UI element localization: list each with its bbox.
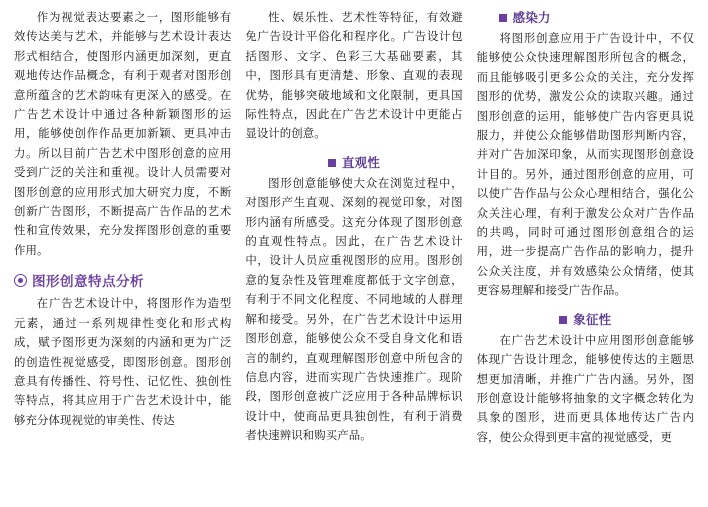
para-col1-1: 作为视觉表达要素之一，图形能够有效传达美与艺术，并能够与艺术设计表达形式相结合，使图形内涵更加深刻，更直观地传达作品概念，有利于观者对图形创意所蕴含的艺术韵味有更深入的感受。在广告艺术设计中通过各种新颖图形的运用，能够使创作作品更加新颖、更具冲击力。所以目前广告艺术中图形创意的应用受到广泛的关注和重视。设计人员需要对图形创意的应用形式加大研究力度，不断创新广告图形，不断提高广告作品的艺术性和宣传效果，充分发挥图形创意的重要作用。	[14, 10, 232, 257]
square-bullet-icon	[499, 14, 507, 22]
para-col2-2: 图形创意能够使大众在浏览过程中，对图形产生直观、深刻的视觉印象，对图形内涵有所感受。这充分体现了图形创意的直观性特点。因此，在广告艺术设计中，设计人员应重视图形的应用。图形创意的复杂性及管理难度都低于文字创意，有利于不同文化程度、不同地域的人群理解和接受。另外，在广告艺术设计中运用图形创意，能够使公众不受自身文化和语言的制约，直观理解图形创意中所包含的信息内容，进而实现广告快速推广。现阶段，图形创意被广泛应用于各种品牌标识设计中，使商品更具独创性，有利于消费者快速辨识和购买产品。	[245, 175, 463, 443]
text-column-3	[477, 6, 694, 503]
heading-intuitive	[245, 153, 462, 171]
heading-symbolic-label: 象征性	[573, 311, 612, 327]
text-column-2	[245, 6, 462, 503]
circle-bullet-icon	[14, 274, 27, 287]
square-bullet-icon	[559, 316, 567, 324]
heading-appeal-label: 感染力	[512, 10, 551, 25]
square-bullet-icon	[328, 159, 336, 167]
heading-symbolic	[477, 310, 694, 328]
text-column-1	[14, 6, 231, 503]
para-col3-1: 将图形创意应用于广告设计中，不仅能够使公众快速理解图形所包含的概念，而且能够吸引更多公众的关注，充分发挥图形的优势，激发公众的读取兴趣。通过图形创意的运用，能够使广告内容更具说服力，并使公众能够借助图形判断内容，并对广告加深印象，从而实现图形创意设计目的。另外，通过图形创意的应用，可以使广告作品与公众心理相结合，强化公众关注心理，有利于激发公众对广告作品的共鸣，同时可通过图形创意组合的运用，进一步提高广告作品的影响力，提升公众关注度，并有效感染公众情绪，使其更容易理解和接受广告作品。	[476, 31, 694, 298]
heading-graphic-creative-features	[14, 270, 231, 290]
para-col2-1: 性、娱乐性、艺术性等特征，有效避免广告设计平俗化和程序化。广告设计包括图形、文字、色彩三大基础要素，其中，图形具有更清楚、形象、直观的表现优势，能够突破地域和文化限制，更具国际性特点，因此在广告艺术设计中更能占显设计的创意。	[245, 10, 463, 141]
heading-graphic-creative-features-label: 图形创意特点分析	[32, 274, 144, 291]
heading-intuitive-label: 直观性	[341, 154, 381, 170]
para-col1-2: 在广告艺术设计中，将图形作为造型元素，通过一系列规律性变化和形式构成，赋予图形更为深刻的内涵和更为广泛的创造性视觉感受，即图形创意。图形创意具有传播性、符号性、记忆性、独创性等特点，将其应用于广告艺术设计中，能够充分体现视觉的审美性、传达	[14, 296, 232, 427]
para-col3-2: 在广告艺术设计中应用图形创意能够体现广告设计理念，能够使传达的主题思想更加清晰，并推广广告内涵。另外，图形创意设计能够将抽象的文字概念转化为具象的图形，进而更具体地传达广告内容，使公众得到更丰富的视觉感受，更	[476, 332, 694, 444]
heading-appeal	[477, 8, 694, 26]
